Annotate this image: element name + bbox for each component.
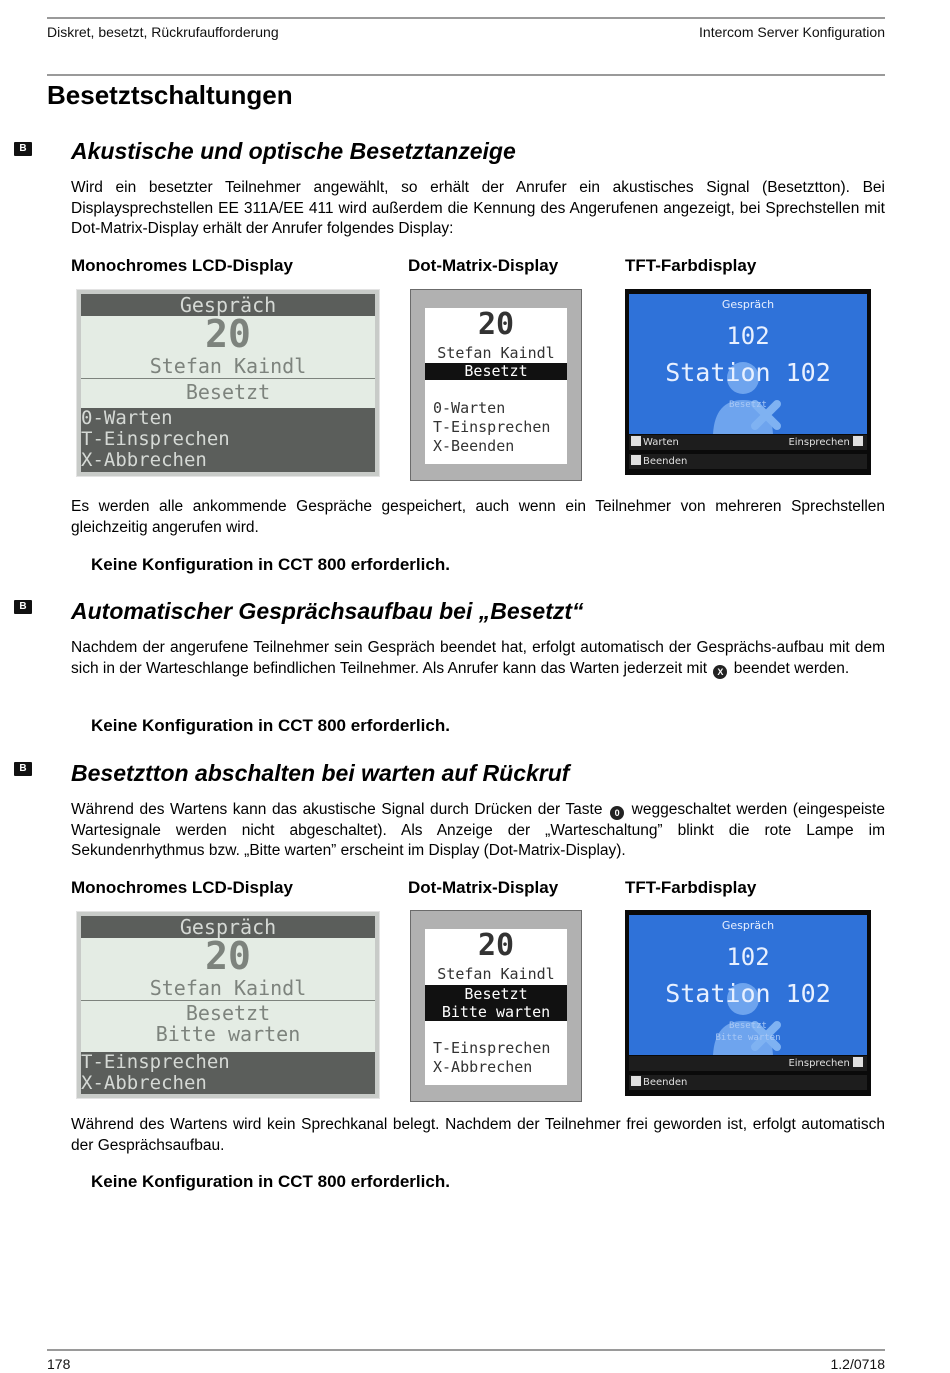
lcd-divider bbox=[81, 378, 375, 379]
key-icon bbox=[853, 436, 863, 446]
section1-paragraph2: Es werden alle ankommende Gespräche gespeichert, auch wenn ein Teilnehmer von mehreren Sprechstellen gleichzeitig angerufen wird. bbox=[71, 498, 885, 536]
lcd-menu bbox=[81, 1052, 375, 1094]
tft-status: Besetzt bbox=[729, 400, 767, 410]
tft-softkey-right: Einsprechen bbox=[788, 435, 865, 450]
section1-paragraph: Wird ein besetzter Teilnehmer angewählt, so erhält der Anrufer ein akustisches Signal (Besetztton). Bei Displaysprechstellen EE 311A/EE 411 wird außerdem die Kennung des Angerufenen angezeigt, bei Sprechstellen mit Dot-Matrix-Display erhält der Anrufer folgendes Display: bbox=[71, 179, 885, 237]
lcd-status2: Bitte warten bbox=[155, 1023, 301, 1045]
document-version: 1.2/0718 bbox=[830, 1356, 885, 1372]
dot-matrix-display bbox=[410, 289, 582, 481]
page-title: Besetztschaltungen bbox=[47, 80, 293, 110]
section2-config-note: Keine Konfiguration in CCT 800 erforderlich. bbox=[91, 716, 450, 735]
tft-label: TFT-Farbdisplay bbox=[625, 256, 757, 275]
key-icon bbox=[631, 455, 641, 465]
tft-number: 102 bbox=[726, 322, 770, 350]
tft-label: TFT-Farbdisplay bbox=[625, 878, 757, 897]
lcd-menu-item: T-Einsprechen bbox=[81, 428, 230, 450]
header-bottom-rule bbox=[47, 74, 885, 76]
lcd-status: Besetzt bbox=[185, 1002, 271, 1024]
tft-screen bbox=[629, 915, 867, 1055]
lcd-menu-item: 0-Warten bbox=[81, 408, 173, 429]
section-badge: B bbox=[14, 762, 32, 776]
lcd-label: Monochromes LCD-Display bbox=[71, 878, 293, 897]
section3-heading: Besetztton abschalten bei warten auf Rückruf bbox=[71, 760, 570, 786]
section-badge: B bbox=[14, 142, 32, 156]
lcd-label: Monochromes LCD-Display bbox=[71, 256, 293, 275]
dot-name: Stefan Kaindl bbox=[437, 344, 555, 362]
tft-status: Besetzt bbox=[729, 1021, 767, 1031]
section3-paragraph: Während des Wartens kann das akustische Signal durch Drücken der Taste 0 weggeschaltet werden (eingespeiste Wartesignale werden nicht abgeschaltet). Als Anzeige der „Warteschaltung” blinkt die rote Lampe im Sekundenrhythmus bzw. „Bitte warten” erscheint im Display (Dot-Matrix-Display). bbox=[71, 801, 885, 859]
section3-config-note: Keine Konfiguration in CCT 800 erforderlich. bbox=[91, 1172, 450, 1191]
lcd-menu-item: X-Abbrechen bbox=[81, 449, 207, 471]
header-left: Diskret, besetzt, Rückrufaufforderung bbox=[47, 24, 279, 40]
lcd-menu bbox=[81, 408, 375, 472]
page-number: 178 bbox=[47, 1356, 71, 1372]
tft-softkey-bar bbox=[629, 435, 867, 450]
lcd-display bbox=[76, 289, 380, 477]
dot-number: 20 bbox=[477, 308, 515, 342]
dot-label: Dot-Matrix-Display bbox=[408, 256, 559, 275]
key-icon bbox=[853, 1057, 863, 1067]
dot-status: Besetzt bbox=[425, 985, 567, 1003]
header-right: Intercom Server Konfiguration bbox=[699, 24, 885, 40]
lcd-title-row: Gespräch bbox=[81, 916, 375, 938]
dot-status: Besetzt bbox=[425, 363, 567, 380]
tft-title: Gespräch bbox=[721, 298, 775, 311]
tft-display bbox=[625, 910, 871, 1096]
tft-softkey-bar-bottom bbox=[629, 454, 867, 469]
dot-matrix-display bbox=[410, 910, 582, 1102]
lcd-display bbox=[76, 911, 380, 1099]
dot-name: Stefan Kaindl bbox=[437, 965, 555, 983]
lcd-menu-item: X-Abbrechen bbox=[81, 1072, 207, 1094]
lcd-number: 20 bbox=[205, 314, 251, 354]
dot-menu-item: 0-Warten bbox=[433, 399, 506, 417]
tft-softkey-bottom: Beenden bbox=[631, 454, 687, 469]
dot-menu-item: T-Einsprechen bbox=[433, 418, 551, 436]
section1-config-note: Keine Konfiguration in CCT 800 erforderlich. bbox=[91, 555, 450, 574]
lcd-menu-item: T-Einsprechen bbox=[81, 1052, 230, 1073]
section2-paragraph: Nachdem der angerufene Teilnehmer sein Gespräch beendet hat, erfolgt automatisch der Gesprächs-aufbau mit dem sich in der Warteschlange befindlichen Teilnehmer. Als Anrufer kann das Warten jederzeit mit X beendet werden. bbox=[71, 639, 885, 677]
dot-menu-item: X-Abbrechen bbox=[433, 1058, 533, 1076]
dot-menu-item: T-Einsprechen bbox=[433, 1039, 551, 1057]
tft-softkey-bar bbox=[629, 1056, 867, 1071]
lcd-status: Besetzt bbox=[185, 380, 271, 404]
tft-screen bbox=[629, 294, 867, 434]
section-badge: B bbox=[14, 600, 32, 614]
lcd-name: Stefan Kaindl bbox=[149, 354, 307, 378]
header-top-rule bbox=[47, 17, 885, 19]
tft-name: Station 102 bbox=[665, 979, 831, 1008]
lcd-title-row: Gespräch bbox=[81, 294, 375, 316]
lcd-number: 20 bbox=[205, 936, 251, 976]
dot-status2: Bitte warten bbox=[425, 1003, 567, 1021]
tft-softkey-left: Warten bbox=[631, 435, 679, 450]
tft-status2: Bitte warten bbox=[715, 1033, 781, 1043]
section2-heading: Automatischer Gesprächsaufbau bei „Besetzt“ bbox=[71, 598, 584, 624]
dot-number: 20 bbox=[477, 929, 515, 963]
lcd-divider bbox=[81, 1000, 375, 1001]
tft-display bbox=[625, 289, 871, 475]
key-icon bbox=[631, 1076, 641, 1086]
dot-menu-item: X-Beenden bbox=[433, 437, 515, 455]
lcd-name: Stefan Kaindl bbox=[149, 976, 307, 1000]
section1-heading: Akustische und optische Besetztanzeige bbox=[71, 138, 516, 164]
tft-softkey-bar-bottom bbox=[629, 1075, 867, 1090]
key-icon bbox=[631, 436, 641, 446]
tft-softkey-bottom: Beenden bbox=[631, 1075, 687, 1090]
tft-number: 102 bbox=[726, 943, 770, 971]
x-key-icon: X bbox=[713, 665, 727, 679]
zero-key-icon: 0 bbox=[610, 806, 624, 820]
footer-rule bbox=[47, 1349, 885, 1351]
dot-label: Dot-Matrix-Display bbox=[408, 878, 559, 897]
tft-name: Station 102 bbox=[665, 358, 831, 387]
section3-paragraph2: Während des Wartens wird kein Sprechkanal belegt. Nachdem der Teilnehmer frei geworden ist, erfolgt automatisch der Gesprächsaufbau. bbox=[71, 1116, 885, 1154]
tft-softkey-right: Einsprechen bbox=[788, 1056, 865, 1071]
tft-title: Gespräch bbox=[721, 919, 775, 932]
